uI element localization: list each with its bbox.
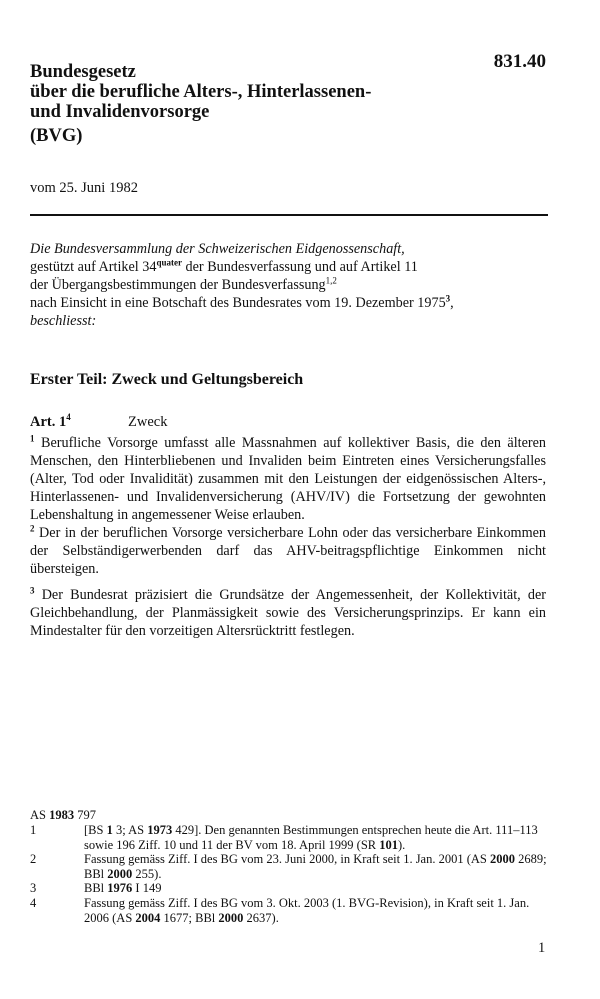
law-title-line: und Invalidenvorsorge bbox=[30, 102, 210, 122]
article-paragraph bbox=[30, 434, 546, 524]
source-text: 797 bbox=[74, 808, 96, 822]
page-number: 1 bbox=[538, 940, 546, 956]
paragraph-text: Der in der beruflichen Vorsorge versicherbare Lohn oder das versicherbare Einkommen der Selbständigerwerbenden darf das AHV-beitragspflichtige Einkommen nicht übersteigen. bbox=[30, 525, 546, 577]
preamble-superscript: quater bbox=[156, 257, 182, 268]
footnote-number: 2 bbox=[30, 852, 37, 866]
preamble-text: der Bundesverfassung und auf Artikel 11 bbox=[181, 259, 418, 275]
paragraph-number: 1 bbox=[30, 433, 35, 444]
footnote-number: 4 bbox=[30, 896, 37, 910]
paragraph-number: 2 bbox=[30, 523, 35, 534]
law-abbreviation: (BVG) bbox=[30, 126, 83, 146]
article-paragraph bbox=[30, 586, 546, 640]
footnote-ref[interactable]: 4 bbox=[66, 412, 71, 423]
source-year: 1983 bbox=[49, 808, 75, 822]
preamble-line: beschliesst: bbox=[30, 313, 97, 329]
sr-number: 831.40 bbox=[493, 51, 546, 72]
footnote-text: BBl 1976 I 149 bbox=[84, 881, 162, 895]
article-label-text: Art. 1 bbox=[30, 414, 67, 430]
footnote-ref[interactable]: 3 bbox=[445, 293, 451, 304]
article-paragraph bbox=[30, 524, 546, 578]
footnote bbox=[30, 896, 550, 925]
footnote bbox=[30, 881, 550, 896]
preamble-line bbox=[30, 294, 550, 312]
paragraph-text: Berufliche Vorsorge umfasst alle Massnahmen auf kollektiver Basis, die den älteren Menschen, den Hinterbliebenen und Invaliden beim Eintreten eines Versicherungsfalles (Alter, Tod oder Invalidität) zusammen mit den Leistungen der eidgenössischen Alters-, Hinterlassenen- und Invalidenversicherung (AHV/IV) die Fortsetzung der gewohnten Lebenshaltung in angemessener Weise erlauben. bbox=[30, 435, 546, 523]
paragraph-number: 3 bbox=[30, 585, 35, 596]
header-divider bbox=[30, 214, 548, 216]
preamble-line bbox=[30, 276, 550, 294]
preamble-text: , bbox=[450, 295, 454, 311]
article-label bbox=[30, 414, 128, 431]
preamble-line bbox=[30, 258, 550, 276]
article-title: Zweck bbox=[128, 414, 168, 430]
footnote-text: [BS 1 3; AS 1973 429]. Den genannten Bestimmungen entsprechen heute die Art. 111–113 sowie 196 Ziff. 10 und 11 der BV vom 18. April 1999 (SR 101). bbox=[84, 823, 538, 852]
footnote-text: Fassung gemäss Ziff. I des BG vom 23. Juni 2000, in Kraft seit 1. Jan. 2001 (AS 2000 2689; BBl 2000 255). bbox=[84, 852, 547, 881]
preamble bbox=[30, 240, 550, 330]
preamble-text: der Übergangsbestimmungen der Bundesverfassung bbox=[30, 277, 326, 293]
footnote-number: 3 bbox=[30, 881, 37, 895]
law-title bbox=[30, 62, 371, 122]
preamble-text: nach Einsicht in eine Botschaft des Bundesrates vom 19. Dezember 1975 bbox=[30, 295, 446, 311]
law-title-line: Bundesgesetz bbox=[30, 62, 136, 82]
paragraph-text: Der Bundesrat präzisiert die Grundsätze der Angemessenheit, der Kollektivität, der Gleichbehandlung, der Planmässigkeit sowie des Versicherungsprinzips. Er kann ein Mindestalter für den vorzeitigen Altersrücktritt festlegen. bbox=[30, 587, 546, 639]
footnote bbox=[30, 852, 550, 881]
source-text: AS bbox=[30, 808, 50, 822]
footnote-number: 1 bbox=[30, 823, 37, 837]
law-title-line: über die berufliche Alters-, Hinterlassenen- bbox=[30, 82, 372, 102]
footnote-ref[interactable]: 1,2 bbox=[325, 275, 337, 286]
official-source-reference bbox=[30, 808, 96, 823]
footnote-text: Fassung gemäss Ziff. I des BG vom 3. Okt. 2003 (1. BVG-Revision), in Kraft seit 1. Jan. 2006 (AS 2004 1677; BBl 2000 2637). bbox=[84, 896, 530, 925]
footnote bbox=[30, 823, 550, 852]
law-date: vom 25. Juni 1982 bbox=[30, 180, 138, 196]
preamble-line: Die Bundesversammlung der Schweizerischen Eidgenossenschaft, bbox=[30, 241, 405, 257]
part-heading: Erster Teil: Zweck und Geltungsbereich bbox=[30, 371, 304, 388]
preamble-text: gestützt auf Artikel 34 bbox=[30, 259, 157, 275]
article-heading bbox=[30, 414, 167, 431]
